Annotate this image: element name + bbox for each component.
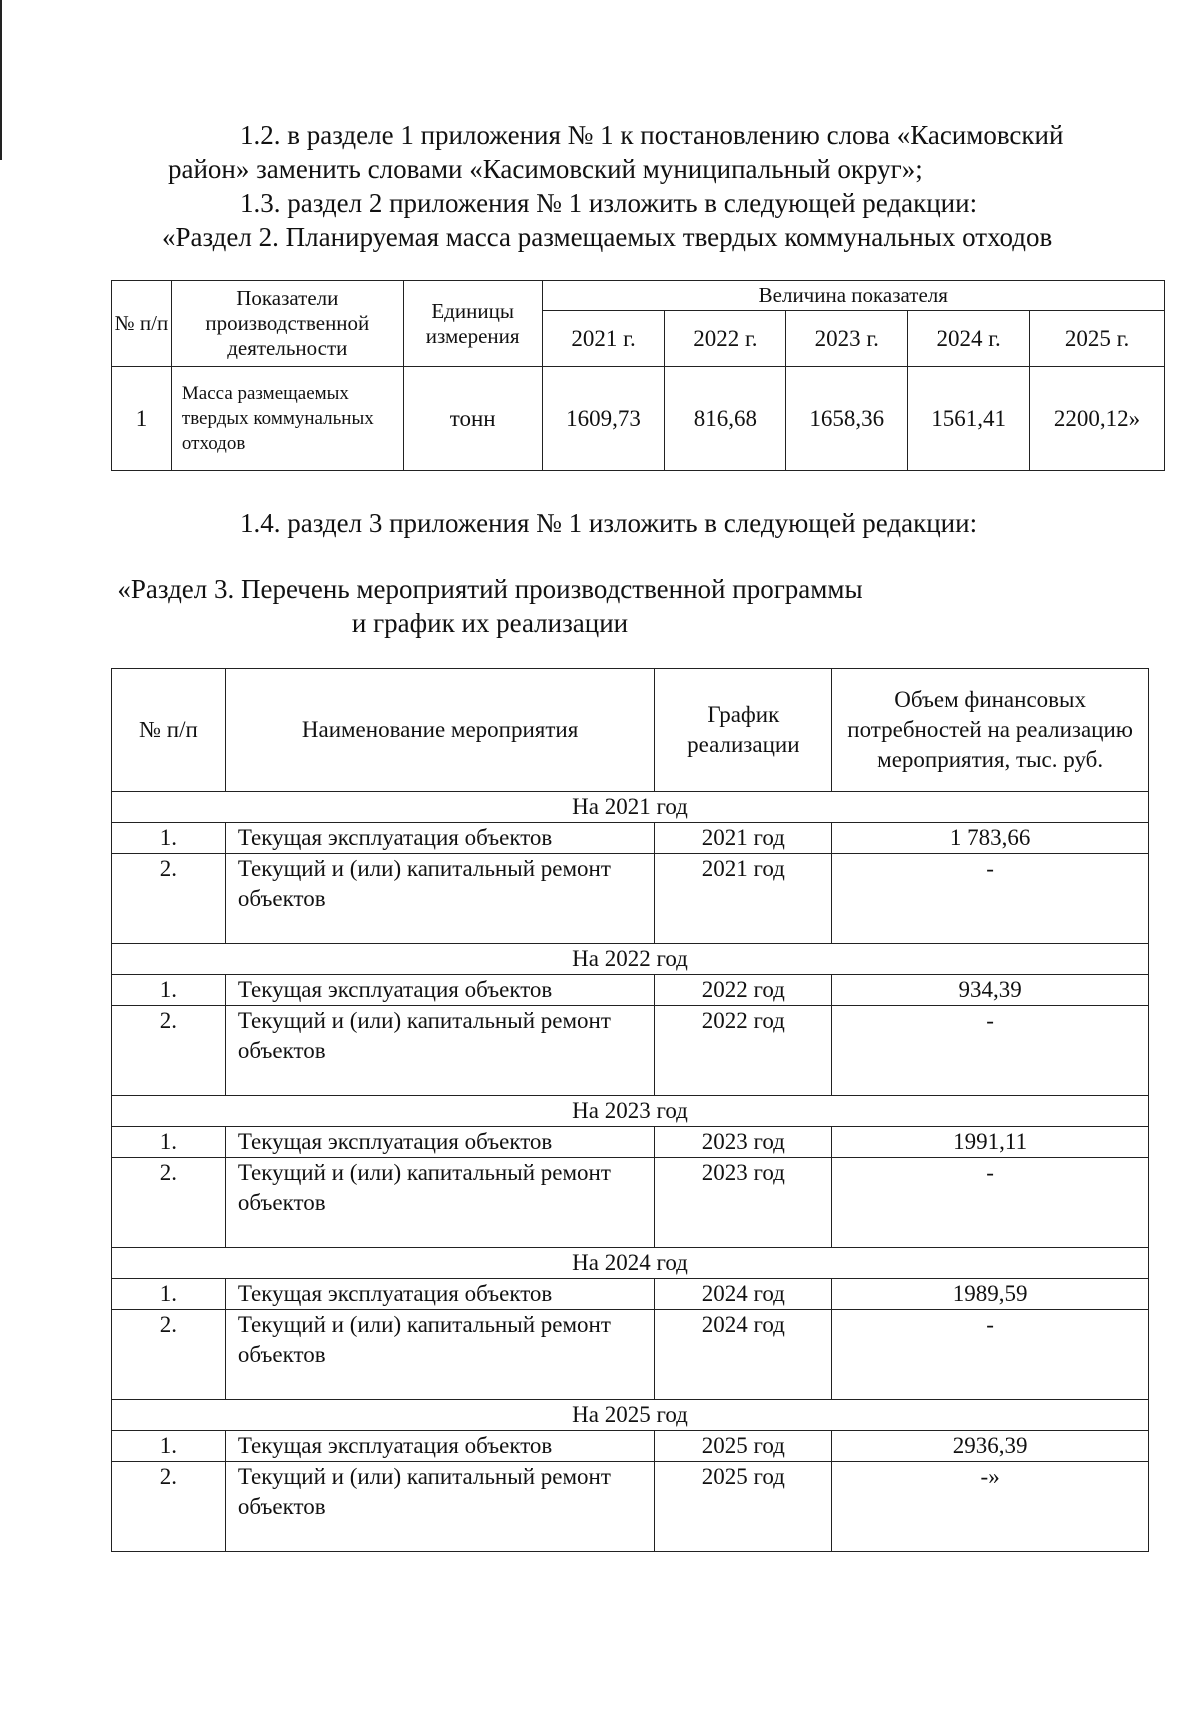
t2-year-group-title: На 2025 год [112,1400,1149,1431]
t2-cell-num: 2. [112,1006,226,1096]
t2-cell-name: Текущий и (или) капитальный ремонт объектов [225,1006,655,1096]
t2-cell-schedule: 2025 год [655,1431,832,1462]
t2-cell-name: Текущая эксплуатация объектов [225,1279,655,1310]
scan-edge-mark [0,0,2,160]
t2-table-row [112,1158,1149,1248]
t2-cell-schedule: 2021 год [655,823,832,854]
t2-cell-amount: 934,39 [832,975,1149,1006]
t2-cell-num: 1. [112,1431,226,1462]
t1-value-2021: 1609,73 [542,367,665,471]
t2-cell-name: Текущий и (или) капитальный ремонт объектов [225,1158,655,1248]
t1-year-2025: 2025 г. [1030,311,1165,367]
t2-cell-amount: - [832,854,1149,944]
paragraph-1-2-line1: 1.2. в разделе 1 приложения № 1 к постановлению слова «Касимовский [240,120,1064,150]
t1-value-2022: 816,68 [665,367,786,471]
t1-year-2021: 2021 г. [542,311,665,367]
t2-cell-amount: - [832,1310,1149,1400]
t1-value-2023: 1658,36 [786,367,908,471]
t2-cell-amount: 2936,39 [832,1431,1149,1462]
t2-cell-amount: 1989,59 [832,1279,1149,1310]
t2-cell-schedule: 2021 год [655,854,832,944]
activities-table [111,668,1149,1552]
t2-cell-name: Текущий и (или) капитальный ремонт объектов [225,1462,655,1552]
t2-table-row [112,823,1149,854]
t2-cell-schedule: 2023 год [655,1158,832,1248]
t2-cell-amount: - [832,1006,1149,1096]
waste-mass-table [111,280,1165,471]
section-3-title-line2: и график их реализации [351,608,629,638]
t1-row-units: тонн [403,367,542,471]
t2-cell-name: Текущая эксплуатация объектов [225,975,655,1006]
t1-header-value: Величина показателя [542,281,1164,311]
t1-year-2023: 2023 г. [786,311,908,367]
t2-cell-amount: - [832,1158,1149,1248]
t1-year-2022: 2022 г. [665,311,786,367]
t2-cell-schedule: 2024 год [655,1279,832,1310]
t2-header-schedule: График реализации [655,669,832,792]
t2-table-row [112,1462,1149,1552]
t2-cell-num: 1. [112,1279,226,1310]
t2-cell-num: 1. [112,823,226,854]
t2-header-name: Наименование мероприятия [225,669,655,792]
t2-table-row [112,1006,1149,1096]
t1-row-indicator: Масса размещаемых твердых коммунальных отходов [171,367,403,471]
t2-year-group-title: На 2023 год [112,1096,1149,1127]
t2-cell-schedule: 2022 год [655,975,832,1006]
t2-year-group-title: На 2022 год [112,944,1149,975]
t2-year-group-title: На 2021 год [112,792,1149,823]
t1-row-num: 1 [112,367,172,471]
t2-cell-num: 2. [112,854,226,944]
section-2-title: «Раздел 2. Планируемая масса размещаемых твердых коммунальных отходов [162,222,1053,252]
t2-cell-schedule: 2024 год [655,1310,832,1400]
t2-year-group-title: На 2024 год [112,1248,1149,1279]
t2-cell-schedule: 2025 год [655,1462,832,1552]
t2-cell-num: 2. [112,1310,226,1400]
t2-table-row [112,1431,1149,1462]
paragraph-1-2-line2: район» заменить словами «Касимовский муниципальный округ»; [168,154,923,184]
t2-cell-num: 1. [112,975,226,1006]
t2-cell-num: 2. [112,1462,226,1552]
t2-cell-amount: -» [832,1462,1149,1552]
t2-table-row [112,854,1149,944]
t1-header-units: Единицы измерения [403,281,542,367]
t2-cell-name: Текущая эксплуатация объектов [225,1127,655,1158]
t2-table-row [112,975,1149,1006]
t2-cell-amount: 1 783,66 [832,823,1149,854]
t2-cell-name: Текущий и (или) капитальный ремонт объектов [225,854,655,944]
t2-cell-name: Текущая эксплуатация объектов [225,823,655,854]
section-3-title-line1: «Раздел 3. Перечень мероприятий производственной программы [117,574,863,604]
t2-cell-num: 2. [112,1158,226,1248]
t2-cell-amount: 1991,11 [832,1127,1149,1158]
t1-year-2024: 2024 г. [908,311,1030,367]
t2-header-finance: Объем финансовых потребностей на реализацию мероприятия, тыс. руб. [832,669,1149,792]
t1-header-indicator: Показатели производственной деятельности [171,281,403,367]
t2-cell-schedule: 2022 год [655,1006,832,1096]
t2-cell-name: Текущий и (или) капитальный ремонт объектов [225,1310,655,1400]
t1-value-2025: 2200,12» [1030,367,1165,471]
t2-header-num: № п/п [112,669,226,792]
t2-cell-num: 1. [112,1127,226,1158]
t2-table-row [112,1279,1149,1310]
t2-cell-schedule: 2023 год [655,1127,832,1158]
paragraph-1-3: 1.3. раздел 2 приложения № 1 изложить в следующей редакции: [240,188,978,218]
t2-cell-name: Текущая эксплуатация объектов [225,1431,655,1462]
t2-table-row [112,1127,1149,1158]
paragraph-1-4: 1.4. раздел 3 приложения № 1 изложить в следующей редакции: [240,508,978,538]
t1-header-num: № п/п [112,281,172,367]
t1-value-2024: 1561,41 [908,367,1030,471]
t2-table-row [112,1310,1149,1400]
